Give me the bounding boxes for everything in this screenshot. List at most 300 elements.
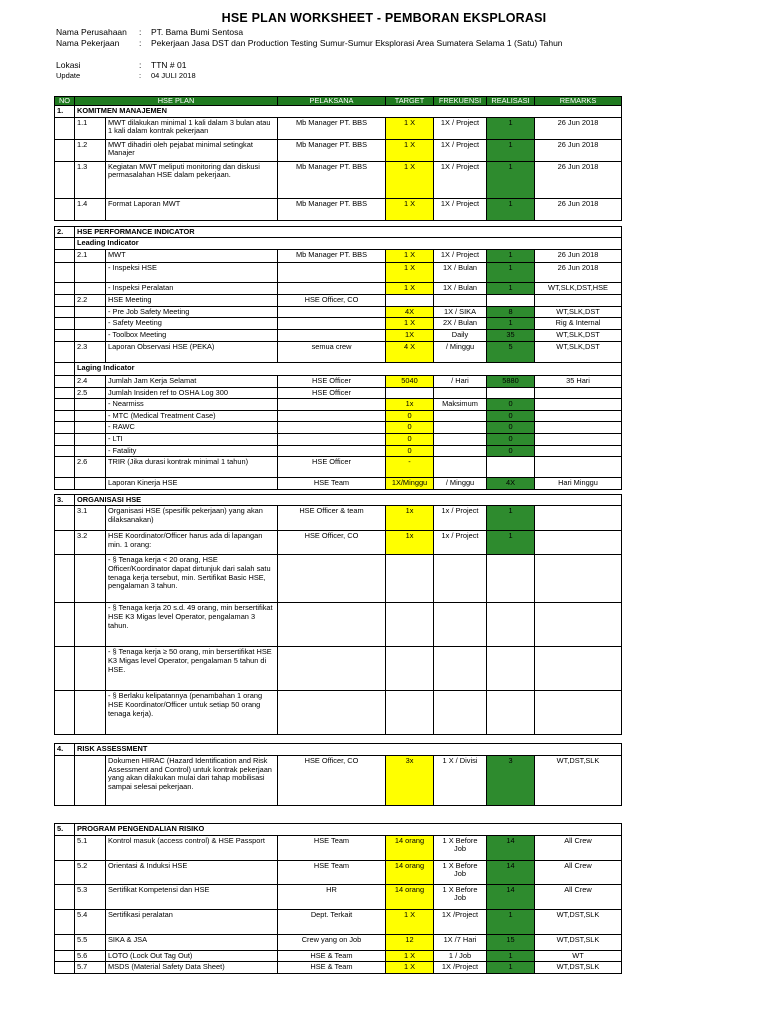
table-row	[55, 835, 622, 860]
hse-plan-cell: Laporan Kinerja HSE	[106, 478, 278, 490]
section-title: ORGANISASI HSE	[75, 494, 622, 506]
item-number	[75, 399, 106, 411]
remarks-cell	[535, 647, 622, 691]
pelaksana-cell: Mb Manager PT. BBS	[278, 117, 386, 139]
remarks-cell	[535, 531, 622, 555]
realisasi-cell	[487, 294, 535, 306]
no-cell	[55, 835, 75, 860]
section-title: HSE PERFORMANCE INDICATOR	[75, 226, 622, 238]
table-row	[55, 950, 622, 962]
hse-plan-cell: Kegiatan MWT meliputi monitoring dan diskusi permasalahan HSE dalam pekerjaan.	[106, 161, 278, 198]
pelaksana-cell	[278, 262, 386, 282]
hse-plan-cell: - Fatality	[106, 445, 278, 457]
item-number	[75, 691, 106, 735]
item-number: 1.2	[75, 139, 106, 161]
no-cell	[55, 306, 75, 318]
meta-colon: :	[139, 38, 142, 48]
frekuensi-cell: / Hari	[434, 375, 487, 387]
item-number: 3.1	[75, 506, 106, 531]
pelaksana-cell	[278, 691, 386, 735]
remarks-cell	[535, 603, 622, 647]
table-row	[55, 198, 622, 220]
remarks-cell: Rig & Internal	[535, 318, 622, 330]
spacer-cell	[55, 735, 622, 744]
pelaksana-cell: HSE Officer, CO	[278, 294, 386, 306]
pelaksana-cell: HSE Officer, CO	[278, 531, 386, 555]
realisasi-cell	[487, 603, 535, 647]
item-number: 2.2	[75, 294, 106, 306]
remarks-cell	[535, 410, 622, 422]
hse-plan-cell: - RAWC	[106, 422, 278, 434]
subsection-label: Laging Indicator	[75, 362, 622, 375]
page-title: HSE PLAN WORKSHEET - PEMBORAN EKSPLORASI	[221, 11, 547, 25]
no-cell	[55, 962, 75, 974]
meta-colon: :	[139, 71, 142, 80]
frekuensi-cell: 1X / Project	[434, 117, 487, 139]
remarks-cell	[535, 422, 622, 434]
realisasi-cell: 15	[487, 934, 535, 950]
target-cell: 1x	[386, 506, 434, 531]
pelaksana-cell: Mb Manager PT. BBS	[278, 249, 386, 262]
table-row	[55, 387, 622, 399]
section-header-row	[55, 823, 622, 835]
item-number: 2.5	[75, 387, 106, 399]
remarks-cell	[535, 399, 622, 411]
no-cell	[55, 506, 75, 531]
item-number	[75, 445, 106, 457]
remarks-cell: WT,DST,SLK	[535, 909, 622, 934]
column-header-frekuensi: FREKUENSI	[434, 97, 487, 106]
target-cell: 1 X	[386, 909, 434, 934]
section-number: 3.	[55, 494, 75, 506]
pelaksana-cell: HSE Officer	[278, 457, 386, 478]
subsection-label: Leading Indicator	[75, 238, 622, 250]
item-number: 1.3	[75, 161, 106, 198]
section-number: 5.	[55, 823, 75, 835]
no-cell	[55, 117, 75, 139]
frekuensi-cell: 1 X Before Job	[434, 860, 487, 884]
pelaksana-cell: HR	[278, 884, 386, 909]
column-header-remarks: REMARKS	[535, 97, 622, 106]
frekuensi-cell	[434, 603, 487, 647]
pelaksana-cell: Dept. Terkait	[278, 909, 386, 934]
item-number	[75, 755, 106, 805]
frekuensi-cell: 2X / Bulan	[434, 318, 487, 330]
hse-plan-cell: Organisasi HSE (spesifik pekerjaan) yang akan dilaksanakan)	[106, 506, 278, 531]
hse-plan-cell: Jumlah Insiden ref to OSHA Log 300	[106, 387, 278, 399]
frekuensi-cell: 1X / Project	[434, 161, 487, 198]
meta-label: Nama Pekerjaan	[56, 38, 120, 48]
target-cell: 1x	[386, 531, 434, 555]
meta-value: PT. Bama Bumi Sentosa	[151, 27, 244, 37]
meta-label: Update	[56, 71, 81, 80]
pelaksana-cell	[278, 330, 386, 342]
frekuensi-cell: 1 X Before Job	[434, 884, 487, 909]
remarks-cell: All Crew	[535, 860, 622, 884]
no-cell	[55, 362, 75, 375]
pelaksana-cell: HSE Officer, CO	[278, 755, 386, 805]
meta-label: Nama Perusahaan	[56, 27, 127, 37]
realisasi-cell: 1	[487, 531, 535, 555]
frekuensi-cell	[434, 691, 487, 735]
no-cell	[55, 755, 75, 805]
remarks-cell: WT,DST,SLK	[535, 934, 622, 950]
no-cell	[55, 603, 75, 647]
no-cell	[55, 950, 75, 962]
frekuensi-cell: 1x / Project	[434, 531, 487, 555]
section-header-row	[55, 494, 622, 506]
item-number: 5.4	[75, 909, 106, 934]
remarks-cell: WT,SLK,DST,HSE	[535, 282, 622, 294]
hse-plan-cell: MWT dilakukan minimal 1 kali dalam 3 bulan atau 1 kali dalam kontrak pekerjaan	[106, 117, 278, 139]
frekuensi-cell: 1X / Bulan	[434, 262, 487, 282]
meta-label: Lokasi	[56, 60, 81, 70]
spacer-cell	[55, 805, 622, 823]
no-cell	[55, 433, 75, 445]
target-cell	[386, 691, 434, 735]
item-number	[75, 478, 106, 490]
no-cell	[55, 330, 75, 342]
table-row	[55, 161, 622, 198]
table-row	[55, 294, 622, 306]
hse-plan-cell: - § Tenaga kerja 20 s.d. 49 orang, min bersertifikat HSE K3 Migas level Operator, pengalaman 3 tahun.	[106, 603, 278, 647]
pelaksana-cell: HSE Team	[278, 860, 386, 884]
pelaksana-cell: semua crew	[278, 341, 386, 362]
pelaksana-cell	[278, 306, 386, 318]
hse-plan-cell: - Toolbox Meeting	[106, 330, 278, 342]
frekuensi-cell	[434, 555, 487, 603]
target-cell: 14 orang	[386, 884, 434, 909]
item-number	[75, 433, 106, 445]
realisasi-cell: 1	[487, 198, 535, 220]
frekuensi-cell: 1X /7 Hari	[434, 934, 487, 950]
table-row	[55, 330, 622, 342]
remarks-cell	[535, 457, 622, 478]
table-row	[55, 755, 622, 805]
item-number: 3.2	[75, 531, 106, 555]
target-cell: 14 orang	[386, 860, 434, 884]
hse-plan-cell: - LTI	[106, 433, 278, 445]
frekuensi-cell: 1 / Job	[434, 950, 487, 962]
section-title: RISK ASSESSMENT	[75, 744, 622, 756]
remarks-cell: WT,SLK,DST	[535, 330, 622, 342]
target-cell	[386, 603, 434, 647]
target-cell: 1 X	[386, 139, 434, 161]
table-header-row	[55, 97, 622, 106]
target-cell: 14 orang	[386, 835, 434, 860]
no-cell	[55, 691, 75, 735]
target-cell: 1 X	[386, 282, 434, 294]
remarks-cell	[535, 555, 622, 603]
table-row	[55, 422, 622, 434]
no-cell	[55, 198, 75, 220]
section-title: PROGRAM PENGENDALIAN RISIKO	[75, 823, 622, 835]
table-row	[55, 399, 622, 411]
hse-plan-cell: Jumlah Jam Kerja Selamat	[106, 375, 278, 387]
remarks-cell	[535, 445, 622, 457]
no-cell	[55, 249, 75, 262]
frekuensi-cell: 1X /Project	[434, 909, 487, 934]
realisasi-cell	[487, 691, 535, 735]
no-cell	[55, 555, 75, 603]
target-cell: 12	[386, 934, 434, 950]
hse-plan-cell: Orientasi & Induksi HSE	[106, 860, 278, 884]
no-cell	[55, 399, 75, 411]
frekuensi-cell: 1 X Before Job	[434, 835, 487, 860]
table-row	[55, 306, 622, 318]
pelaksana-cell	[278, 603, 386, 647]
hse-plan-cell: Kontrol masuk (access control) & HSE Passport	[106, 835, 278, 860]
table-row	[55, 691, 622, 735]
no-cell	[55, 375, 75, 387]
hse-plan-cell: - Pre Job Safety Meeting	[106, 306, 278, 318]
item-number: 2.6	[75, 457, 106, 478]
table-row	[55, 962, 622, 974]
item-number	[75, 647, 106, 691]
table-row	[55, 375, 622, 387]
remarks-cell: WT,SLK,DST	[535, 306, 622, 318]
realisasi-cell: 0	[487, 410, 535, 422]
remarks-cell: 26 Jun 2018	[535, 117, 622, 139]
frekuensi-cell: 1X / Bulan	[434, 282, 487, 294]
hse-plan-cell: Laporan Observasi HSE (PEKA)	[106, 341, 278, 362]
item-number: 5.7	[75, 962, 106, 974]
item-number: 5.6	[75, 950, 106, 962]
hse-plan-cell: - § Tenaga kerja ≥ 50 orang, min bersertifikat HSE K3 Migas level Operator, pengalaman 5 tahun di HSE.	[106, 647, 278, 691]
target-cell: 0	[386, 433, 434, 445]
realisasi-cell: 1	[487, 506, 535, 531]
meta-value: TTN # 01	[151, 60, 187, 70]
item-number: 1.4	[75, 198, 106, 220]
pelaksana-cell	[278, 433, 386, 445]
target-cell	[386, 555, 434, 603]
remarks-cell: 26 Jun 2018	[535, 161, 622, 198]
target-cell: 1 X	[386, 198, 434, 220]
realisasi-cell: 0	[487, 422, 535, 434]
frekuensi-cell	[434, 445, 487, 457]
subsection-row	[55, 238, 622, 250]
section-header-row	[55, 106, 622, 118]
frekuensi-cell: / Minggu	[434, 341, 487, 362]
realisasi-cell: 1	[487, 950, 535, 962]
pelaksana-cell	[278, 282, 386, 294]
item-number: 5.2	[75, 860, 106, 884]
pelaksana-cell: Mb Manager PT. BBS	[278, 139, 386, 161]
table-row	[55, 410, 622, 422]
target-cell: 1 X	[386, 962, 434, 974]
target-cell: 0	[386, 410, 434, 422]
no-cell	[55, 262, 75, 282]
target-cell: 3x	[386, 755, 434, 805]
target-cell: 1X/Minggu	[386, 478, 434, 490]
remarks-cell: All Crew	[535, 835, 622, 860]
no-cell	[55, 318, 75, 330]
item-number: 1.1	[75, 117, 106, 139]
hse-plan-cell: LOTO (Lock Out Tag Out)	[106, 950, 278, 962]
pelaksana-cell: Mb Manager PT. BBS	[278, 161, 386, 198]
hse-plan-cell: Sertifikat Kompetensi dan HSE	[106, 884, 278, 909]
target-cell: 0	[386, 445, 434, 457]
table-row	[55, 139, 622, 161]
frekuensi-cell	[434, 410, 487, 422]
pelaksana-cell: HSE Team	[278, 835, 386, 860]
section-title: KOMITMEN MANAJEMEN	[75, 106, 622, 118]
table-row	[55, 457, 622, 478]
frekuensi-cell: / Minggu	[434, 478, 487, 490]
remarks-cell: All Crew	[535, 884, 622, 909]
hse-plan-cell: Dokumen HIRAC (Hazard Identification and Risk Assessment and Control) untuk kontrak pekerjaan yang akan dilakukan mulai dari tahap mobilisasi sampai selesai pekerjaan.	[106, 755, 278, 805]
realisasi-cell: 1	[487, 262, 535, 282]
hse-plan-cell: HSE Koordinator/Officer harus ada di lapangan min. 1 orang:	[106, 531, 278, 555]
spacer-row	[55, 805, 622, 823]
target-cell: 1x	[386, 399, 434, 411]
realisasi-cell: 1	[487, 139, 535, 161]
pelaksana-cell	[278, 422, 386, 434]
realisasi-cell: 1	[487, 117, 535, 139]
frekuensi-cell: Daily	[434, 330, 487, 342]
no-cell	[55, 478, 75, 490]
pelaksana-cell: HSE & Team	[278, 962, 386, 974]
no-cell	[55, 282, 75, 294]
remarks-cell	[535, 691, 622, 735]
target-cell: 1 X	[386, 950, 434, 962]
item-number	[75, 422, 106, 434]
table-row	[55, 262, 622, 282]
hse-plan-cell: MSDS (Material Safety Data Sheet)	[106, 962, 278, 974]
realisasi-cell: 1	[487, 249, 535, 262]
target-cell: 1 X	[386, 318, 434, 330]
remarks-cell: 26 Jun 2018	[535, 262, 622, 282]
no-cell	[55, 341, 75, 362]
table-row	[55, 531, 622, 555]
target-cell: 5040	[386, 375, 434, 387]
realisasi-cell: 1	[487, 909, 535, 934]
table-row	[55, 884, 622, 909]
target-cell	[386, 294, 434, 306]
hse-plan-cell: - Nearmiss	[106, 399, 278, 411]
hse-plan-cell: Format Laporan MWT	[106, 198, 278, 220]
hse-plan-cell: HSE Meeting	[106, 294, 278, 306]
remarks-cell: WT	[535, 950, 622, 962]
target-cell	[386, 647, 434, 691]
remarks-cell: Hari Minggu	[535, 478, 622, 490]
table-row	[55, 506, 622, 531]
hse-plan-cell: Sertifikasi peralatan	[106, 909, 278, 934]
meta-colon: :	[139, 60, 142, 70]
frekuensi-cell	[434, 647, 487, 691]
no-cell	[55, 531, 75, 555]
no-cell	[55, 294, 75, 306]
realisasi-cell: 0	[487, 399, 535, 411]
pelaksana-cell: Mb Manager PT. BBS	[278, 198, 386, 220]
hse-plan-table	[54, 96, 622, 974]
target-cell: 1 X	[386, 161, 434, 198]
remarks-cell: 26 Jun 2018	[535, 249, 622, 262]
realisasi-cell	[487, 387, 535, 399]
pelaksana-cell	[278, 410, 386, 422]
target-cell: 0	[386, 422, 434, 434]
target-cell: 4X	[386, 306, 434, 318]
pelaksana-cell: Crew yang on Job	[278, 934, 386, 950]
pelaksana-cell: HSE Team	[278, 478, 386, 490]
item-number: 5.1	[75, 835, 106, 860]
table-row	[55, 117, 622, 139]
column-header-no: NO	[55, 97, 75, 106]
pelaksana-cell	[278, 555, 386, 603]
item-number: 5.5	[75, 934, 106, 950]
frekuensi-cell: 1X / SIKA	[434, 306, 487, 318]
target-cell: 1 X	[386, 117, 434, 139]
no-cell	[55, 410, 75, 422]
item-number	[75, 555, 106, 603]
table-row	[55, 909, 622, 934]
hse-plan-cell: - Inspeksi Peralatan	[106, 282, 278, 294]
pelaksana-cell	[278, 445, 386, 457]
section-number: 2.	[55, 226, 75, 238]
frekuensi-cell: 1X /Project	[434, 962, 487, 974]
realisasi-cell: 1	[487, 318, 535, 330]
table-row	[55, 318, 622, 330]
realisasi-cell: 4X	[487, 478, 535, 490]
table-row	[55, 647, 622, 691]
frekuensi-cell: 1 X / Divisi	[434, 755, 487, 805]
no-cell	[55, 457, 75, 478]
item-number	[75, 410, 106, 422]
table-row	[55, 445, 622, 457]
no-cell	[55, 445, 75, 457]
realisasi-cell	[487, 647, 535, 691]
realisasi-cell	[487, 555, 535, 603]
item-number	[75, 318, 106, 330]
pelaksana-cell	[278, 399, 386, 411]
frekuensi-cell	[434, 457, 487, 478]
hse-plan-cell: MWT dihadiri oleh pejabat minimal setingkat Manajer	[106, 139, 278, 161]
frekuensi-cell	[434, 433, 487, 445]
remarks-cell	[535, 387, 622, 399]
pelaksana-cell: HSE Officer	[278, 387, 386, 399]
frekuensi-cell	[434, 294, 487, 306]
hse-plan-cell: - § Berlaku kelipatannya (penambahan 1 orang HSE Koordinator/Officer untuk setiap 50 orang tenaga kerja).	[106, 691, 278, 735]
realisasi-cell: 1	[487, 962, 535, 974]
table-row	[55, 860, 622, 884]
remarks-cell	[535, 506, 622, 531]
remarks-cell: WT,DST,SLK	[535, 962, 622, 974]
realisasi-cell: 0	[487, 445, 535, 457]
column-header-target: TARGET	[386, 97, 434, 106]
frekuensi-cell	[434, 422, 487, 434]
meta-value: Pekerjaan Jasa DST dan Production Testing Sumur-Sumur Eksplorasi Area Sumatera Selama 1 (Satu) Tahun	[151, 38, 563, 48]
remarks-cell: WT,DST,SLK	[535, 755, 622, 805]
pelaksana-cell	[278, 647, 386, 691]
section-number: 4.	[55, 744, 75, 756]
no-cell	[55, 860, 75, 884]
realisasi-cell: 1	[487, 282, 535, 294]
item-number: 2.3	[75, 341, 106, 362]
item-number	[75, 262, 106, 282]
no-cell	[55, 161, 75, 198]
remarks-cell: 26 Jun 2018	[535, 198, 622, 220]
item-number	[75, 282, 106, 294]
section-number: 1.	[55, 106, 75, 118]
frekuensi-cell: 1X / Project	[434, 198, 487, 220]
pelaksana-cell: HSE Officer & team	[278, 506, 386, 531]
target-cell	[386, 387, 434, 399]
item-number	[75, 306, 106, 318]
table-row	[55, 934, 622, 950]
pelaksana-cell: HSE Officer	[278, 375, 386, 387]
frekuensi-cell: 1X / Project	[434, 249, 487, 262]
target-cell: 1X	[386, 330, 434, 342]
